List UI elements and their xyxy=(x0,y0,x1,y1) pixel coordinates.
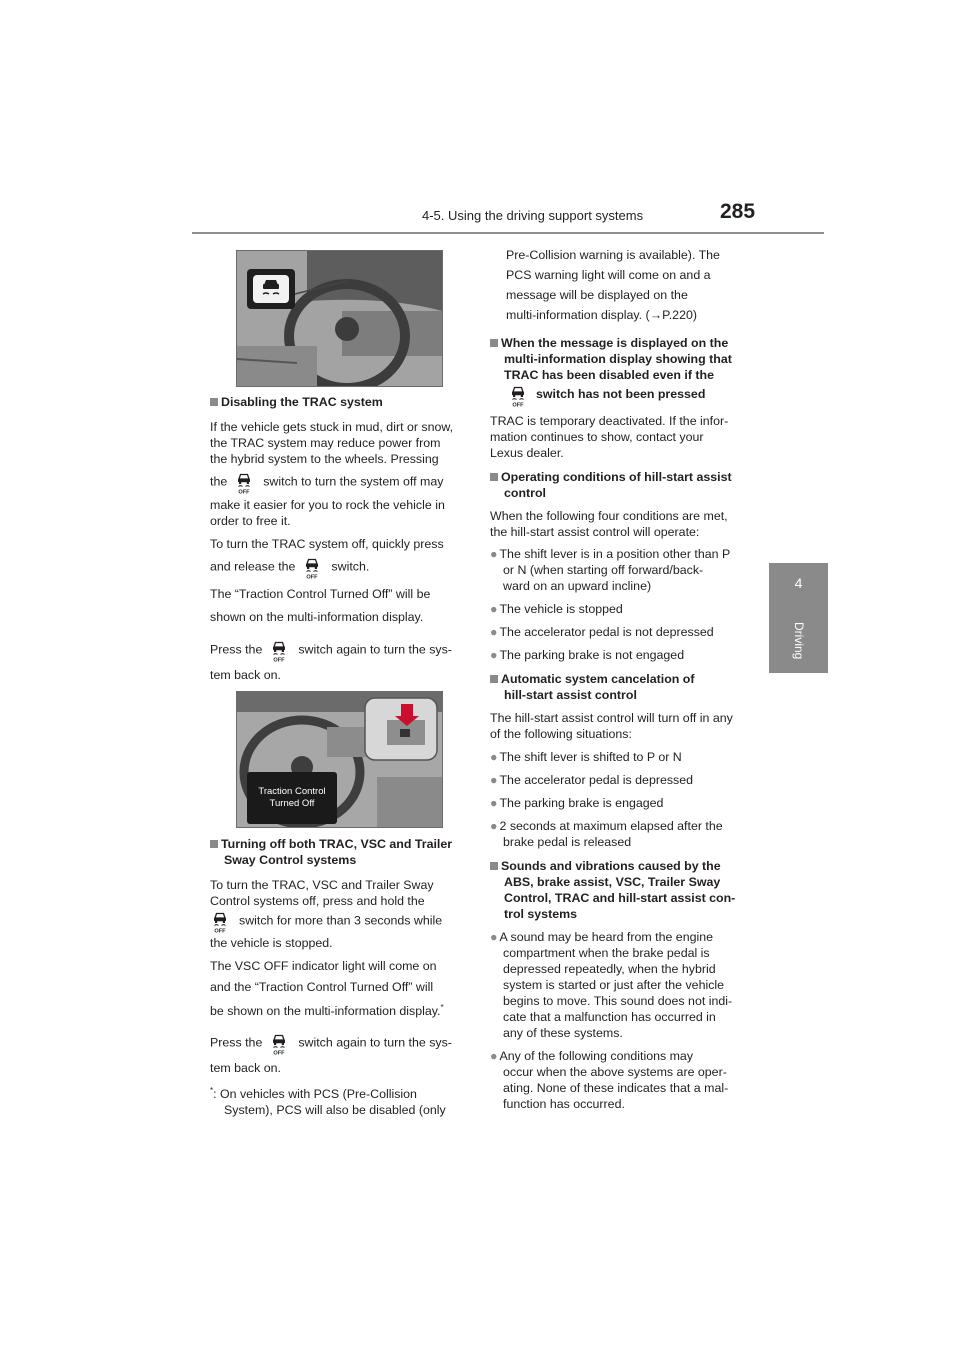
dashboard-illustration-2 xyxy=(236,691,443,828)
bullet-dot: ● xyxy=(490,750,498,764)
vsc-off-icon xyxy=(269,638,289,662)
footnote: *: On vehicles with PCS (Pre-Collision System), PCS will also be disabled (only xyxy=(210,1086,446,1118)
paragraph-3: The “Traction Control Turned Off” will be xyxy=(210,587,431,601)
vsc-off-icon xyxy=(269,1031,289,1055)
bullet-dot: ● xyxy=(490,796,498,810)
header-rule xyxy=(192,232,824,234)
bullet-5: ● The shift lever is shifted to P or N xyxy=(490,750,682,764)
bullet-4: ● The parking brake is not engaged xyxy=(490,648,685,662)
paragraph-7: Press the switch again to turn the sys- xyxy=(210,1031,472,1055)
square-marker xyxy=(210,840,218,848)
paragraph-8: TRAC is temporary deactivated. If the infor- mation continues to show, contact your Lexus dealer. xyxy=(490,414,729,460)
bullet-7: ● The parking brake is engaged xyxy=(490,796,664,810)
arrow-icon: → xyxy=(649,308,663,322)
chapter-number: 4 xyxy=(794,575,803,591)
paragraph-6: The VSC OFF indicator light will come on xyxy=(210,959,437,973)
dashboard-illustration-1 xyxy=(236,250,443,387)
bullet-dot: ● xyxy=(490,773,498,787)
bullet-dot: ● xyxy=(490,819,498,833)
paragraph-9: When the following four conditions are met, the hill-start assist control will operate: xyxy=(490,509,728,539)
bullet-3: ● The accelerator pedal is not depressed xyxy=(490,625,714,639)
square-marker xyxy=(210,398,218,406)
heading-automatic-cancelation: Automatic system cancelation of hill-start assist control xyxy=(490,671,760,703)
footnote-continued: Pre-Collision warning is available). The PCS warning light will come on and a message will be displayed on the multi-information display. (→P.220) xyxy=(506,248,720,322)
paragraph-4: Press the switch again to turn the sys- xyxy=(210,638,472,662)
vsc-off-icon xyxy=(508,383,528,407)
chapter-name: Driving xyxy=(792,622,806,660)
bullet-1: ● The shift lever is in a position other than P or N (when starting off forward/back- ward on an upward incline) xyxy=(490,547,731,593)
paragraph-1: If the vehicle gets stuck in mud, dirt or snow, the TRAC system may reduce power from the hybrid system to the wheels. Pressing xyxy=(210,420,454,466)
vsc-off-icon xyxy=(234,470,254,494)
paragraph-10: The hill-start assist control will turn off in any of the following situations: xyxy=(490,711,733,741)
square-marker xyxy=(490,675,498,683)
heading-sounds-vibrations: Sounds and vibrations caused by the ABS, brake assist, VSC, Trailer Sway Control, TRAC and hill-start assist con- trol systems xyxy=(490,858,760,922)
bullet-dot: ● xyxy=(490,1049,498,1063)
bullet-dot: ● xyxy=(490,625,498,639)
heading-turning-off-both: Turning off both TRAC, VSC and Trailer Sway Control systems xyxy=(210,836,472,868)
left-column-section-1: Disabling the TRAC system If the vehicle gets stuck in mud, dirt or snow, the TRAC system may reduce power from the hybrid system to the wheels. Pressing the switch to turn the system off may make it easier for you to rock the vehicle in order to free it. To turn the TRAC system off, quickly press and release the switch. The “Traction Control Turned Off” will be shown on the multi-information display. Press the switch again to turn the sys- tem back on. xyxy=(210,394,472,683)
heading-disabling-trac: Disabling the TRAC system xyxy=(210,394,472,410)
bullet-8: ● 2 seconds at maximum elapsed after the brake pedal is released xyxy=(490,819,723,849)
bullet-9: ● A sound may be heard from the engine compartment when the brake pedal is depressed repeatedly, when the hybrid system is started or just after the vehicle begins to move. This sound does not indi- cate that a malfunction has occurred in any of these systems. xyxy=(490,930,733,1040)
page-reference-link[interactable]: P.220) xyxy=(662,308,697,322)
square-marker xyxy=(490,862,498,870)
heading-operating-conditions: Operating conditions of hill-start assist control xyxy=(490,469,760,501)
bullet-dot: ● xyxy=(490,648,498,662)
square-marker xyxy=(490,339,498,347)
section-title: 4-5. Using the driving support systems xyxy=(422,208,644,223)
bullet-dot: ● xyxy=(490,602,498,616)
vsc-off-icon xyxy=(210,909,230,933)
paragraph-2: To turn the TRAC system off, quickly press xyxy=(210,537,444,551)
bullet-dot: ● xyxy=(490,930,498,944)
page-number: 285 xyxy=(720,200,756,223)
bullet-dot: ● xyxy=(490,547,498,561)
heading-message-displayed: When the message is displayed on the multi-information display showing that TRAC has been disabled even if the switch has not been pressed xyxy=(490,335,760,407)
bullet-6: ● The accelerator pedal is depressed xyxy=(490,773,694,787)
bullet-10: ● Any of the following conditions may occur when the above systems are oper- ating. None of these indicates that a mal- function has occurred. xyxy=(490,1049,729,1111)
paragraph-5: To turn the TRAC, VSC and Trailer Sway Control systems off, press and hold the xyxy=(210,878,434,908)
right-column xyxy=(490,245,760,1112)
bullet-2: ● The vehicle is stopped xyxy=(490,602,623,616)
left-column-section-2: Turning off both TRAC, VSC and Trailer Sway Control systems To turn the TRAC, VSC and Trailer Sway Control systems off, press and hold the switch for more than 3 seconds while the vehicle is stopped. The VSC OFF indicator light will come on and the “Traction Control Turned Off” will be shown on the multi-information display.* Press the switch again to turn the sys- tem back on. *: On vehicles with PCS (Pre-Collision System), PCS will also be disabled (only xyxy=(210,836,472,1118)
vsc-off-icon xyxy=(302,555,322,579)
square-marker xyxy=(490,473,498,481)
traction-control-message: Traction Control Turned Off xyxy=(258,786,326,809)
